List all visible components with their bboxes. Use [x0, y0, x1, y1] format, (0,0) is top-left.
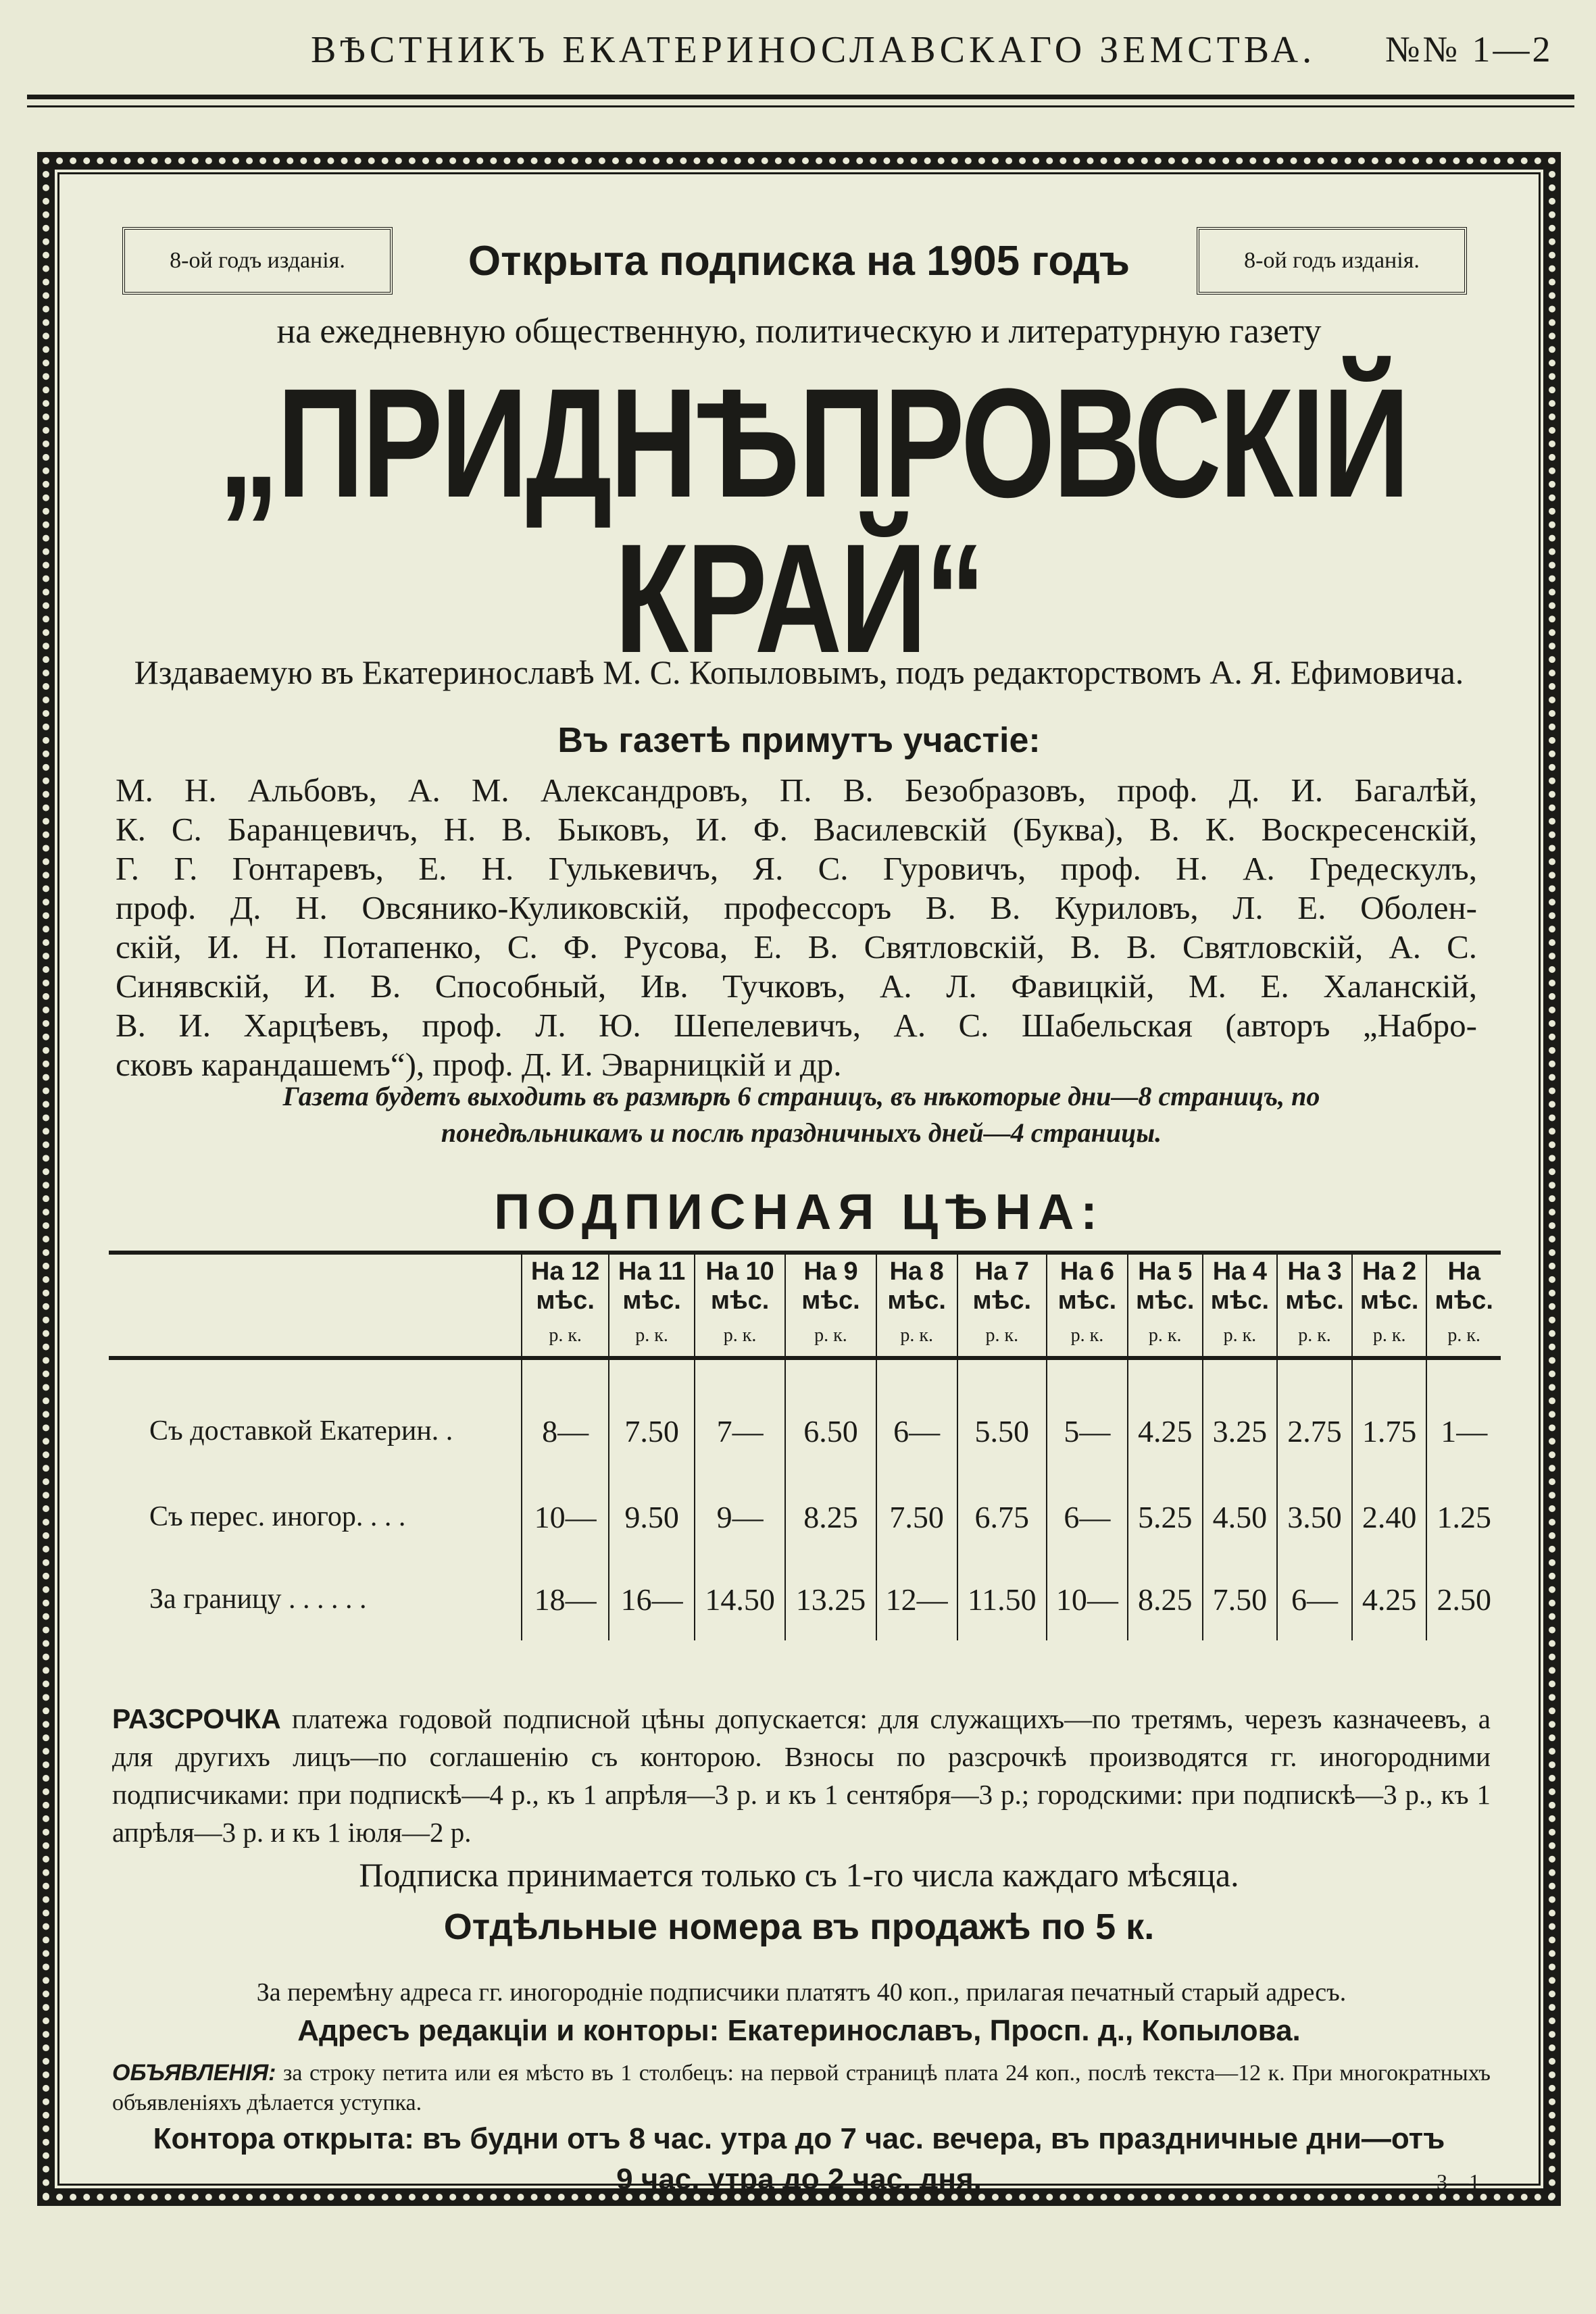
- price-cell: 1.75: [1352, 1358, 1427, 1476]
- price-cell: 2.40: [1352, 1476, 1427, 1558]
- unit-cell: р. к.: [1277, 1318, 1352, 1358]
- period-header: На мѣс.: [1426, 1253, 1501, 1318]
- participants-line: К. С. Баранцевичъ, Н. В. Быковъ, И. Ф. Василевскій (Буква), В. К. Воскресенскій,: [116, 811, 1477, 848]
- price-cell: 10—: [522, 1476, 609, 1558]
- unit-cell: р. к.: [957, 1318, 1047, 1358]
- size-note-line: Газета будетъ выходить въ размѣрѣ 6 страницъ, въ нѣкоторые дни—8 страницъ, по: [282, 1081, 1320, 1111]
- period-header: На 11 мѣс.: [609, 1253, 695, 1318]
- participants-line: Г. Г. Гонтаревъ, Е. Н. Гулькевичъ, Я. С. Гуровичъ, проф. Н. А. Гредескулъ,: [116, 850, 1477, 887]
- price-cell: 8—: [522, 1358, 609, 1476]
- row-label: За границу . . . . . .: [149, 1584, 367, 1615]
- price-cell: 10—: [1047, 1558, 1128, 1640]
- header-rule: [27, 95, 1574, 99]
- participants-heading: Въ газетѣ примутъ участіе:: [557, 721, 1041, 760]
- price-heading: ПОДПИСНАЯ ЦѢНА:: [494, 1184, 1104, 1240]
- price-cell: 4.25: [1128, 1358, 1203, 1476]
- period-header: На 5 мѣс.: [1128, 1253, 1203, 1318]
- row-label: Съ перес. иногор. . . .: [149, 1501, 406, 1532]
- subscription-open: Открыта подписка на 1905 годъ: [468, 238, 1130, 284]
- advertisement-frame: [37, 152, 1561, 2206]
- installment-text: платежа годовой подписной цѣны допускается: для служащихъ—по третямъ, черезъ казначеевъ, а для другихъ лицъ—по соглашенію съ конторою. Взносы по разсрочкѣ производятся гг. иногородними подписчиками: при подпискѣ—4 р., къ 1 апрѣля—3 р. и къ 1 сентября—3 р.; городскими: при подпискѣ—3 р., къ 1 апрѣля—3 р. и къ 1 іюля—2 р.: [112, 1703, 1491, 1848]
- row-label: Съ доставкой Екатерин. .: [109, 1358, 522, 1476]
- year-box-left: 8-ой годъ изданія.: [122, 227, 393, 295]
- price-cell: 7.50: [609, 1358, 695, 1476]
- unit-cell: р. к.: [1352, 1318, 1427, 1358]
- price-cell: 16—: [609, 1558, 695, 1640]
- price-cell: 6—: [876, 1358, 957, 1476]
- price-row-local: [109, 1358, 1501, 1476]
- period-header: На 7 мѣс.: [957, 1253, 1047, 1318]
- price-cell: 13.25: [785, 1558, 876, 1640]
- unit-cell: р. к.: [1203, 1318, 1278, 1358]
- ads-lead: ОБЪЯВЛЕНІЯ:: [112, 2060, 276, 2086]
- unit-cell: р. к.: [785, 1318, 876, 1358]
- participants-line: В. И. Харцѣевъ, проф. Л. Ю. Шепелевичъ, А. С. Шабельская (авторъ „Набро-: [116, 1007, 1477, 1044]
- price-cell: 12—: [876, 1558, 957, 1640]
- price-cell: 8.25: [785, 1476, 876, 1558]
- issue-number: №№ 1—2: [1385, 29, 1553, 70]
- unit-cell: р. к.: [695, 1318, 785, 1358]
- period-header: На 10 мѣс.: [695, 1253, 785, 1318]
- price-cell: 18—: [522, 1558, 609, 1640]
- price-cell: 6.75: [957, 1476, 1047, 1558]
- header-rule-thin: [27, 105, 1574, 107]
- participants-line: скій, И. Н. Потапенко, С. Ф. Русова, Е. В. Святловскій, В. В. Святловскій, А. С.: [116, 928, 1477, 965]
- participants-line: Синявскій, И. В. Способный, Ив. Тучковъ, А. Л. Фавицкій, М. Е. Халанскій,: [116, 967, 1477, 1005]
- office-hours-line2: 9 час. утра до 2 час. дня.: [616, 2163, 982, 2196]
- ads-terms: [112, 2058, 1491, 2118]
- price-cell: 5.25: [1128, 1476, 1203, 1558]
- price-cell: 9—: [695, 1476, 785, 1558]
- price-cell: 8.25: [1128, 1558, 1203, 1640]
- price-cell: 6—: [1277, 1558, 1352, 1640]
- price-cell: 4.50: [1203, 1476, 1278, 1558]
- journal-title: ВѢСТНИКЪ ЕКАТЕРИНОСЛАВСКАГО ЗЕМСТВА.: [311, 29, 1316, 71]
- price-cell: 4.25: [1352, 1558, 1427, 1640]
- period-header: На 4 мѣс.: [1203, 1253, 1278, 1318]
- year-box-right: 8-ой годъ изданія.: [1197, 227, 1467, 295]
- period-header: На 9 мѣс.: [785, 1253, 876, 1318]
- subscription-price-table: [109, 1251, 1501, 1640]
- period-header-row: [109, 1253, 1501, 1318]
- period-header: На 8 мѣс.: [876, 1253, 957, 1318]
- unit-cell: р. к.: [609, 1318, 695, 1358]
- unit-cell: р. к.: [1047, 1318, 1128, 1358]
- unit-cell: р. к.: [876, 1318, 957, 1358]
- unit-row: [109, 1318, 1501, 1358]
- ads-text: за строку петита или ея мѣсто въ 1 столбецъ: на первой страницѣ плата 24 коп., послѣ текста—12 к. При многократныхъ объявленіяхъ дѣлается уступка.: [112, 2061, 1491, 2115]
- price-cell: 5.50: [957, 1358, 1047, 1476]
- newspaper-description: на ежедневную общественную, политическую и литературную газету: [276, 312, 1322, 351]
- installment-lead: РАЗСРОЧКА: [112, 1703, 281, 1734]
- installment-terms: [112, 1700, 1491, 1851]
- price-cell: 7.50: [876, 1476, 957, 1558]
- newspaper-masthead: „ПРИДНѢПРОВСКІЙ КРАЙ“: [218, 356, 1408, 685]
- corner-cell: [109, 1253, 522, 1358]
- period-header: На 6 мѣс.: [1047, 1253, 1128, 1318]
- period-header: На 3 мѣс.: [1277, 1253, 1352, 1318]
- address-change-note: За перемѣну адреса гг. иногородніе подписчики платятъ 40 коп., прилагая печатный старый адресъ.: [256, 1978, 1347, 2007]
- publisher-line: Издаваемую въ Екатеринославѣ М. С. Копыловымъ, подъ редакторствомъ А. Я. Ефимовича.: [134, 653, 1464, 691]
- participants-line: проф. Д. Н. Овсянико-Куликовскій, профессоръ В. В. Куриловъ, Л. Е. Оболен-: [116, 889, 1477, 926]
- price-row-other-cities: [109, 1476, 1501, 1558]
- price-cell: 6—: [1047, 1476, 1128, 1558]
- price-cell: 2.75: [1277, 1358, 1352, 1476]
- participants-line: М. Н. Альбовъ, А. М. Александровъ, П. В. Безобразовъ, проф. Д. И. Багалѣй,: [116, 772, 1477, 809]
- office-hours-line1: Контора открыта: въ будни отъ 8 час. утра до 7 час. вечера, въ праздничные дни—отъ: [153, 2122, 1445, 2155]
- price-cell: 1.25: [1426, 1476, 1501, 1558]
- size-note: [116, 1078, 1487, 1151]
- journal-header: [27, 0, 1574, 101]
- unit-cell: р. к.: [1128, 1318, 1203, 1358]
- price-cell: 1—: [1426, 1358, 1501, 1476]
- footnote-mark: 3—1: [1437, 2169, 1480, 2194]
- price-cell: 2.50: [1426, 1558, 1501, 1640]
- office-address: Адресъ редакціи и конторы: Екатеринославъ, Просп. д., Копылова.: [297, 2014, 1301, 2047]
- unit-cell: р. к.: [522, 1318, 609, 1358]
- price-cell: 14.50: [695, 1558, 785, 1640]
- unit-cell: р. к.: [1426, 1318, 1501, 1358]
- participants-line: сковъ карандашемъ“), проф. Д. И. Эварницкій и др.: [116, 1046, 842, 1083]
- price-cell: 7.50: [1203, 1558, 1278, 1640]
- price-row-abroad: [109, 1558, 1501, 1640]
- participants-list: [116, 771, 1477, 1084]
- price-cell: 6.50: [785, 1358, 876, 1476]
- size-note-line: понедѣльникамъ и послѣ праздничныхъ дней—4 страницы.: [441, 1117, 1162, 1148]
- price-cell: 9.50: [609, 1476, 695, 1558]
- price-cell: 3.50: [1277, 1476, 1352, 1558]
- accept-note: Подписка принимается только съ 1-го числа каждаго мѣсяца.: [359, 1856, 1239, 1894]
- period-header: На 2 мѣс.: [1352, 1253, 1427, 1318]
- price-cell: 3.25: [1203, 1358, 1278, 1476]
- period-header: На 12 мѣс.: [522, 1253, 609, 1318]
- price-cell: 7—: [695, 1358, 785, 1476]
- price-cell: 11.50: [957, 1558, 1047, 1640]
- price-cell: 5—: [1047, 1358, 1128, 1476]
- single-issue-price: Отдѣльные номера въ продажѣ по 5 к.: [443, 1907, 1155, 1947]
